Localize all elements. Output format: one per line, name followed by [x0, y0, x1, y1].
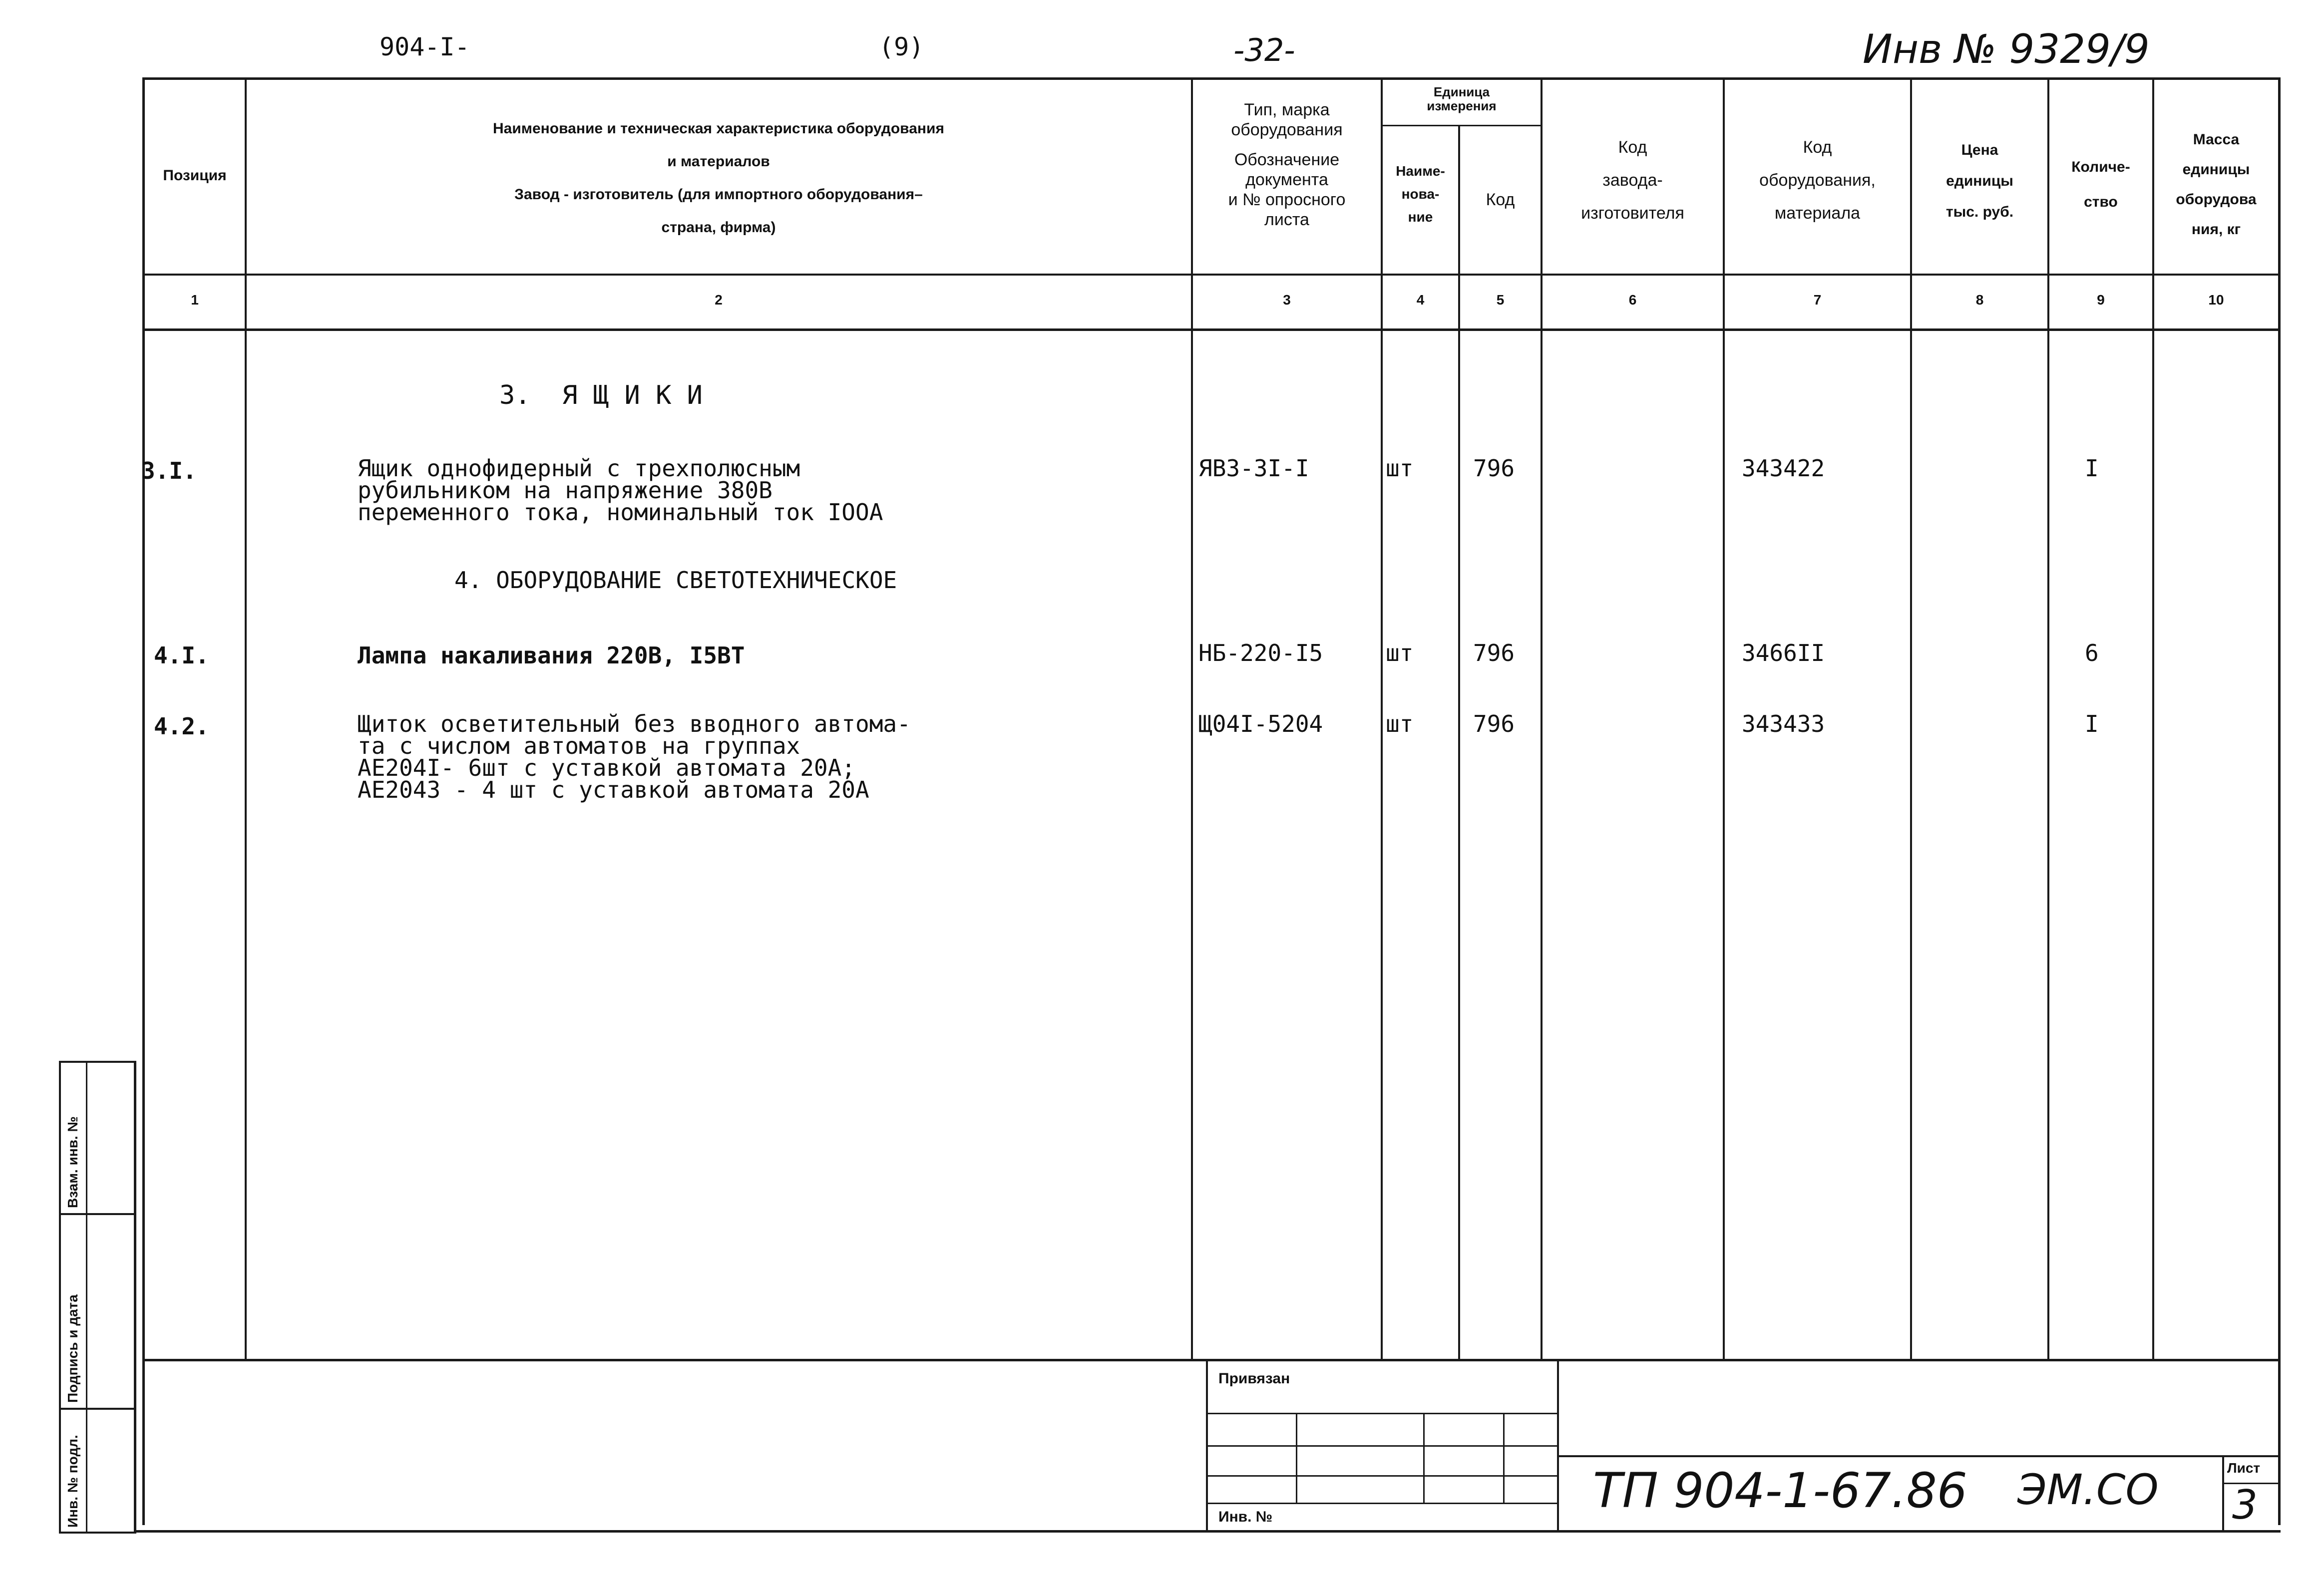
- header-unit-code: Код: [1486, 190, 1515, 209]
- stamp-doc-code: ТП 904-1-67.86: [1593, 1463, 1967, 1519]
- column-number: 6: [1628, 292, 1637, 308]
- row-unit-code: 796: [1473, 639, 1515, 666]
- header-type-column: Тип, марка оборудования Обозначение документа и № опросного листа: [1228, 100, 1346, 229]
- series-number: 904-I-: [380, 32, 470, 61]
- header-factory-code: Код завода- изготовителя: [1581, 138, 1684, 223]
- row-quantity: 6: [2085, 639, 2099, 666]
- header-name-line: страна, фирма): [661, 219, 776, 236]
- header-quantity: Количе- ство: [2071, 159, 2130, 210]
- row-name: Щиток осветительный без вводного автома- та с числом автоматов на группах АЕ204I- 6шт с уставкой автомата 20А; АЕ2043 - 4 шт с уставкой автомата 20А: [358, 710, 911, 803]
- stamp-doc-mark: ЭМ.СО: [2017, 1465, 2159, 1514]
- header-position: Позиция: [163, 167, 227, 184]
- header-mass: Масса единицы оборудова ния, кг: [2176, 131, 2257, 238]
- row-unit-code: 796: [1473, 710, 1515, 737]
- row-unit: шт: [1386, 710, 1414, 737]
- row-position: 3.I.: [141, 457, 197, 484]
- page-number: -32-: [1233, 32, 1295, 68]
- column-number: 10: [2208, 292, 2224, 308]
- sidebar-signature-date: Подпись и дата: [65, 1294, 80, 1403]
- column-number: 4: [1416, 292, 1425, 308]
- row-unit: шт: [1386, 455, 1414, 482]
- column-number: 3: [1283, 292, 1291, 308]
- column-number: 5: [1496, 292, 1505, 308]
- row-quantity: I: [2085, 455, 2099, 482]
- row-unit-code: 796: [1473, 455, 1515, 482]
- bracket-number: (9): [879, 32, 924, 61]
- header-unit-group: Единица измерения: [1427, 84, 1497, 113]
- column-number: 7: [1813, 292, 1822, 308]
- header-name-line: и материалов: [667, 153, 770, 170]
- row-equipment-code: 3466II: [1742, 639, 1825, 666]
- column-number: 9: [2097, 292, 2105, 308]
- inventory-number: Инв № 9329/9: [1863, 26, 2150, 72]
- header-name-line: Завод - изготовитель (для импортного оборудования–: [514, 186, 923, 203]
- column-number: 2: [715, 292, 723, 308]
- header-unit-name: Наиме- нова- ние: [1396, 163, 1445, 225]
- row-name: Ящик однофидерный с трехполюсным рубильником на напряжение 380В переменного тока, номинальный ток IOOA: [358, 455, 883, 526]
- stamp-sheet-number: 3: [2232, 1482, 2258, 1528]
- row-type: Щ04I-5204: [1198, 710, 1323, 737]
- row-position: 4.I.: [154, 642, 209, 669]
- row-equipment-code: 343433: [1742, 710, 1825, 737]
- stamp-sheet-label: Лист: [2227, 1460, 2261, 1476]
- row-position: 4.2.: [154, 713, 209, 740]
- header-equipment-code: Код оборудования, материала: [1759, 138, 1876, 223]
- row-unit: шт: [1386, 639, 1414, 666]
- row-type: ЯВЗ-3I-I: [1198, 455, 1309, 482]
- column-number: 8: [1975, 292, 1984, 308]
- header-price: Цена единицы тыс. руб.: [1945, 142, 2014, 220]
- stamp-inv-no: Инв. №: [1218, 1509, 1273, 1525]
- row-equipment-code: 343422: [1742, 455, 1825, 482]
- row-type: НБ-220-I5: [1198, 639, 1323, 666]
- column-number: 1: [191, 292, 199, 308]
- row-name: Лампа накаливания 220В, I5ВТ: [358, 642, 745, 669]
- section-title-boxes: 3. Я Щ И К И: [499, 380, 703, 410]
- stamp-privyazan: Привязан: [1218, 1370, 1290, 1387]
- header-name-column: [247, 112, 1190, 244]
- row-quantity: I: [2085, 710, 2099, 737]
- section-title-lighting: 4. ОБОРУДОВАНИЕ СВЕТОТЕХНИЧЕСКОЕ: [454, 567, 897, 594]
- sidebar-vzam-inv: Взам. инв. №: [65, 1116, 80, 1208]
- header-name-line: Наименование и техническая характеристика оборудования: [493, 120, 944, 137]
- sidebar-inv-original: Инв. № подл.: [65, 1435, 80, 1528]
